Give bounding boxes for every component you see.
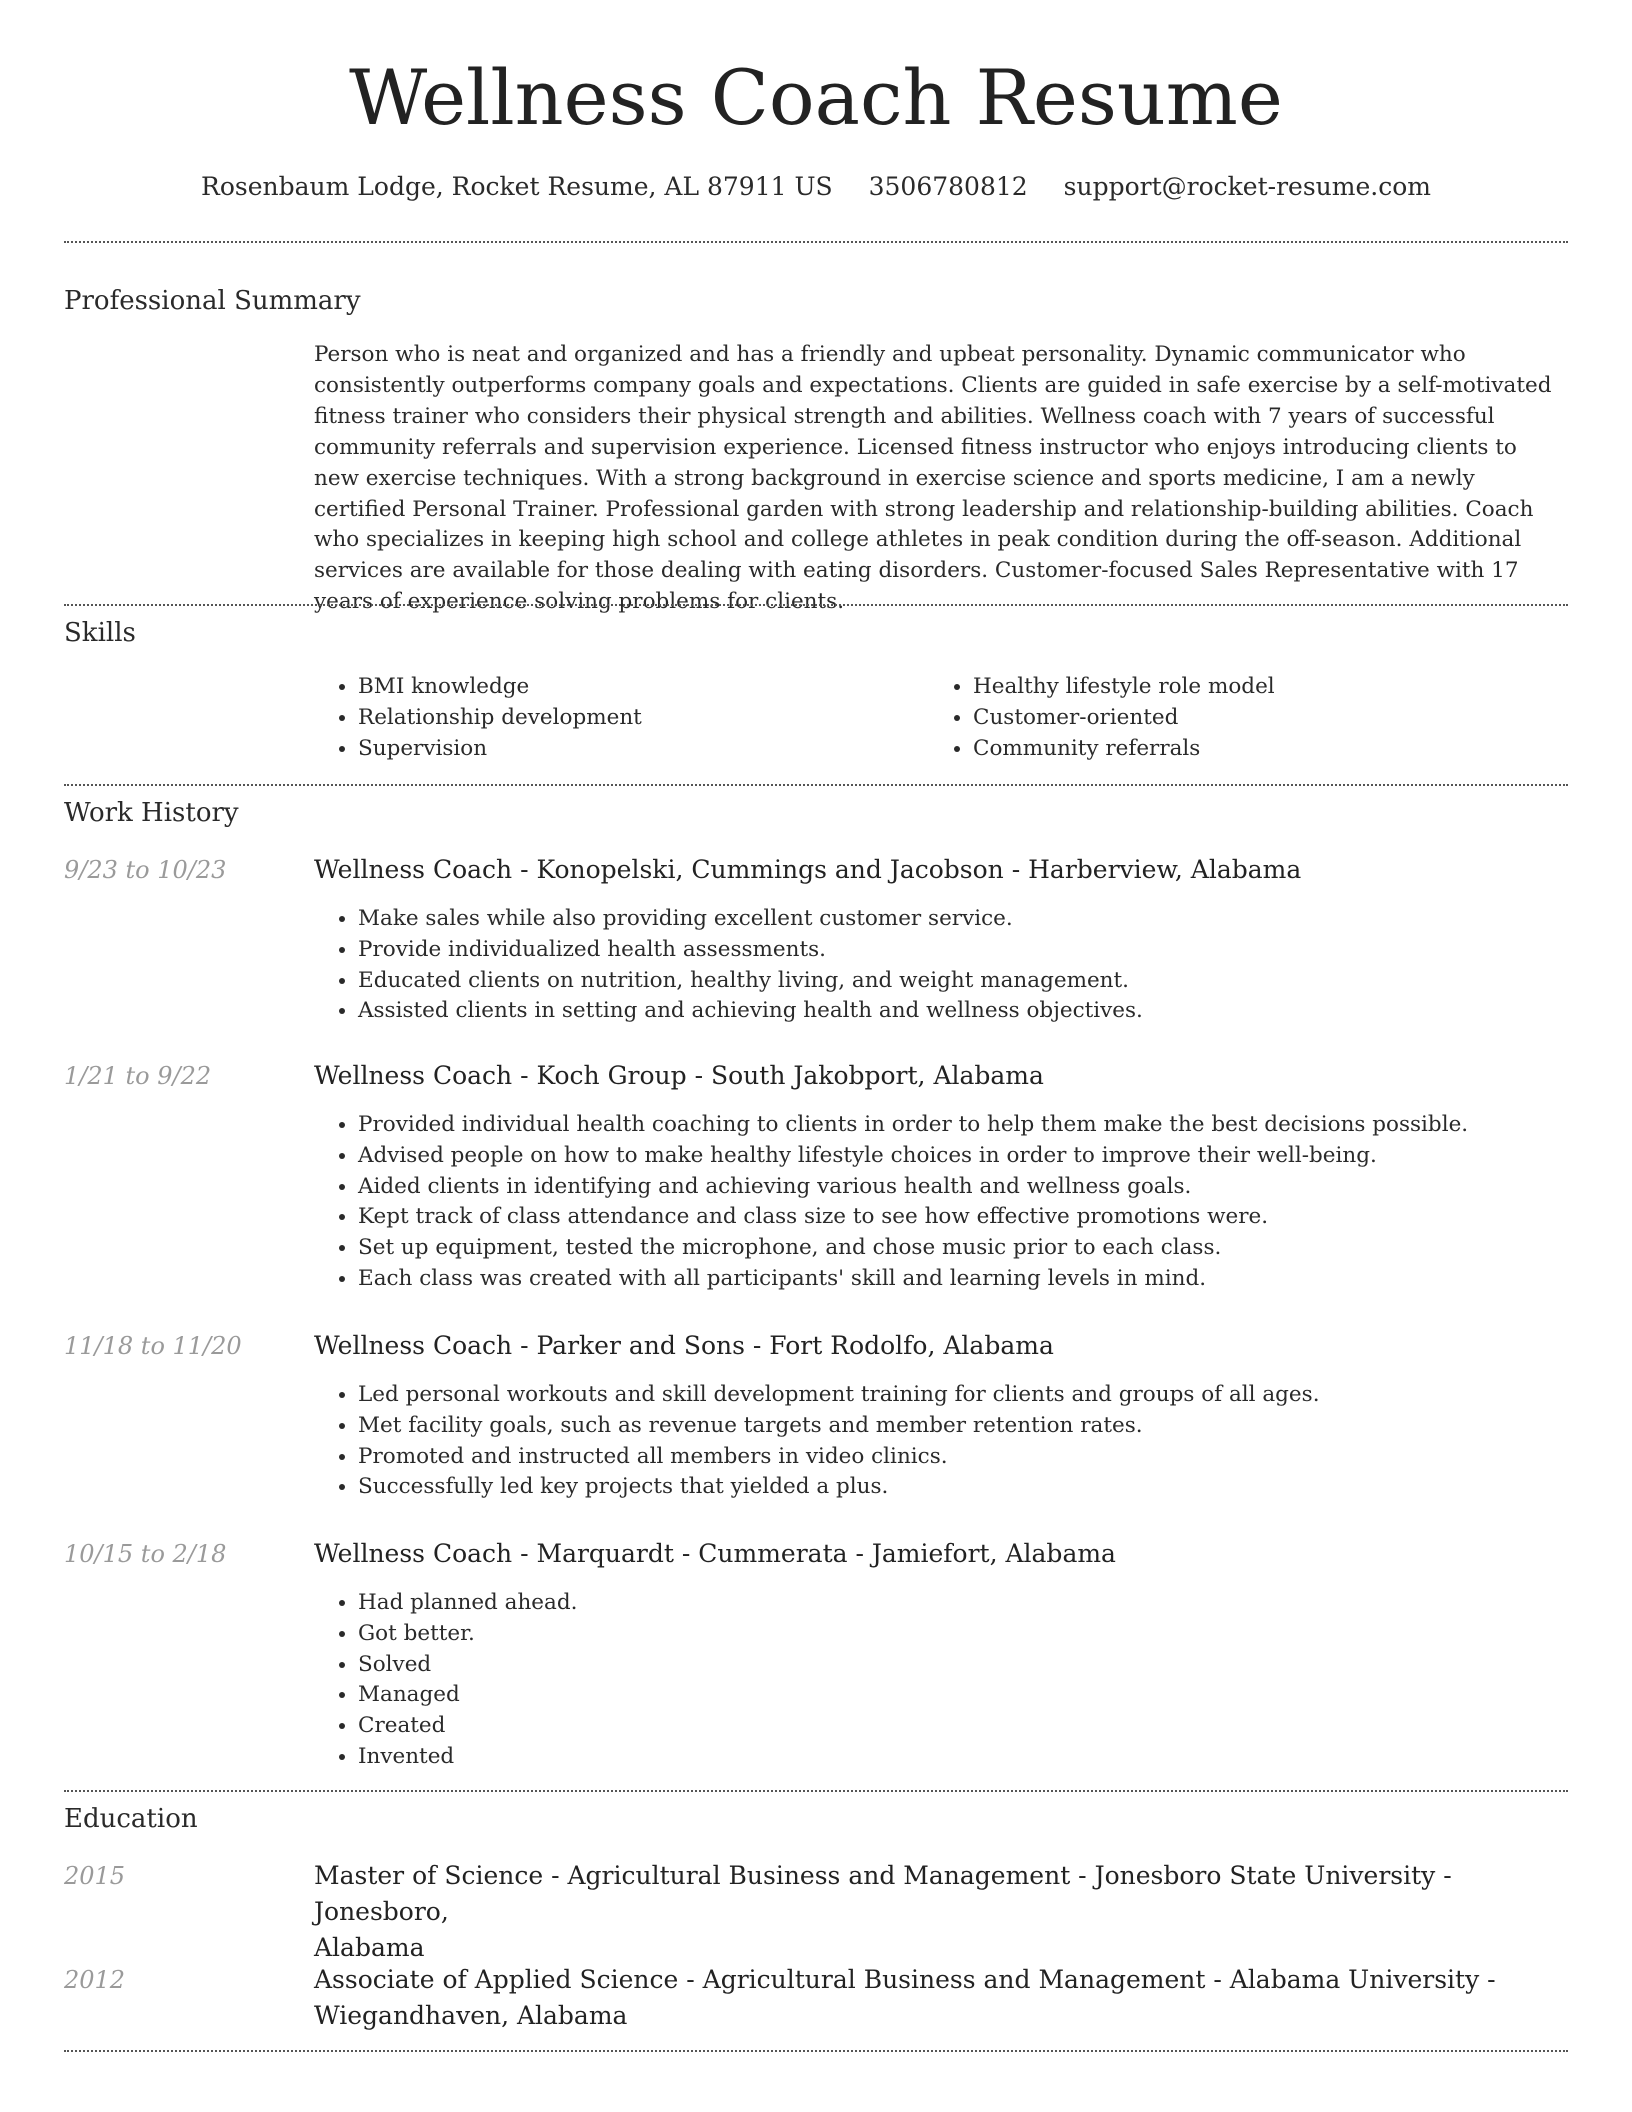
job-bullet: • Set up equipment, tested the microphone, and chose music prior to each class. xyxy=(358,1233,1612,1264)
job-bullets xyxy=(314,1380,1612,1503)
job-bullet: • Created xyxy=(358,1711,1612,1742)
job-bullet: • Got better. xyxy=(358,1619,1612,1650)
summary-heading: Professional Summary xyxy=(64,286,361,316)
work-divider xyxy=(64,1790,1568,1792)
job-bullet: • Had planned ahead. xyxy=(358,1588,1612,1619)
job-bullet: • Kept track of class attendance and class size to see how effective promotions were. xyxy=(358,1202,1612,1233)
education-degree-line: Master of Science - Agricultural Business and Management - Jonesboro State University - Jonesboro, xyxy=(314,1861,1452,1926)
job-date: 10/15 to 2/18 xyxy=(64,1540,227,1568)
education-degree-line: Wiegandhaven, Alabama xyxy=(314,2001,628,2030)
skill-item: • Community referrals xyxy=(973,734,1573,765)
skills-heading: Skills xyxy=(64,618,136,648)
job-bullet: • Met facility goals, such as revenue targets and member retention rates. xyxy=(358,1411,1612,1442)
job-bullet: • Successfully led key projects that yielded a plus. xyxy=(358,1472,1612,1503)
job-bullet: • Assisted clients in setting and achieving health and wellness objectives. xyxy=(358,996,1612,1027)
work-heading: Work History xyxy=(64,798,239,828)
job-bullet: • Provide individualized health assessments. xyxy=(358,935,1612,966)
education-degree xyxy=(314,1858,1568,1966)
skill-item: • Relationship development xyxy=(358,703,918,734)
education-year: 2012 xyxy=(64,1966,126,1994)
skills-list-right xyxy=(929,672,1573,764)
education-divider xyxy=(64,2050,1568,2052)
job-bullet: • Managed xyxy=(358,1680,1612,1711)
skill-item: • Supervision xyxy=(358,734,918,765)
education-degree-line: Associate of Applied Science - Agricultural Business and Management - Alabama University - xyxy=(314,1965,1496,1994)
education-degree xyxy=(314,1962,1568,2034)
summary-text: Person who is neat and organized and has a friendly and upbeat personality. Dynamic communicator who consistently outperforms company goals and expectations. Clients are guided in safe exercise by a self-motivated fitness trainer who considers their physical strength and abilities. Wellness coach with 7 years of successful community referrals and supervision experience. Licensed fitness instructor who enjoys introducing clients to new exercise techniques. With a strong background in exercise science and sports medicine, I am a newly certified Personal Trainer. Professional garden with strong leadership and relationship-building abilities. Coach who specializes in keeping high school and college athletes in peak condition during the off-season. Additional services are available for those dealing with eating disorders. Customer-focused Sales Representative with 17 years of experience solving problems for clients. xyxy=(314,342,1552,615)
job-bullets xyxy=(314,904,1612,1027)
page-title: Wellness Coach Resume xyxy=(349,53,1283,142)
job-bullet: • Advised people on how to make healthy lifestyle choices in order to improve their well-being. xyxy=(358,1141,1612,1172)
summary-divider xyxy=(64,604,1568,606)
job-bullet: • Aided clients in identifying and achieving various health and wellness goals. xyxy=(358,1172,1612,1203)
skill-item: • BMI knowledge xyxy=(358,672,918,703)
job-bullet: • Each class was created with all participants' skill and learning levels in mind. xyxy=(358,1264,1612,1295)
header-divider xyxy=(64,241,1568,243)
job-bullets xyxy=(314,1588,1612,1773)
job-bullet: • Provided individual health coaching to clients in order to help them make the best decisions possible. xyxy=(358,1110,1612,1141)
skill-item: • Healthy lifestyle role model xyxy=(973,672,1573,703)
contact-phone: 3506780812 xyxy=(868,172,1028,201)
job-bullet: • Educated clients on nutrition, healthy living, and weight management. xyxy=(358,966,1612,997)
job-bullet: • Make sales while also providing excellent customer service. xyxy=(358,904,1612,935)
job-bullet: • Led personal workouts and skill development training for clients and groups of all ages. xyxy=(358,1380,1612,1411)
contact-address: Rosenbaum Lodge, Rocket Resume, AL 87911 US xyxy=(201,172,833,201)
job-date: 9/23 to 10/23 xyxy=(64,856,227,884)
education-degree-line: Alabama xyxy=(314,1933,425,1962)
skills-divider xyxy=(64,784,1568,786)
job-bullet: • Solved xyxy=(358,1650,1612,1681)
contact-email: support@rocket-resume.com xyxy=(1063,172,1431,201)
job-bullet: • Invented xyxy=(358,1742,1612,1773)
job-bullets xyxy=(314,1110,1612,1295)
job-date: 11/18 to 11/20 xyxy=(64,1332,242,1360)
education-year: 2015 xyxy=(64,1862,126,1890)
job-title: Wellness Coach - Parker and Sons - Fort Rodolfo, Alabama xyxy=(314,1331,1054,1360)
job-title: Wellness Coach - Konopelski, Cummings and Jacobson - Harberview, Alabama xyxy=(314,855,1302,884)
contact-line xyxy=(0,170,1632,204)
job-title: Wellness Coach - Koch Group - South Jakobport, Alabama xyxy=(314,1061,1044,1090)
skill-item: • Customer-oriented xyxy=(973,703,1573,734)
job-title: Wellness Coach - Marquardt - Cummerata - Jamiefort, Alabama xyxy=(314,1539,1116,1568)
education-heading: Education xyxy=(64,1804,198,1834)
job-bullet: • Promoted and instructed all members in video clinics. xyxy=(358,1442,1612,1473)
job-date: 1/21 to 9/22 xyxy=(64,1062,212,1090)
skills-list-left xyxy=(314,672,918,764)
